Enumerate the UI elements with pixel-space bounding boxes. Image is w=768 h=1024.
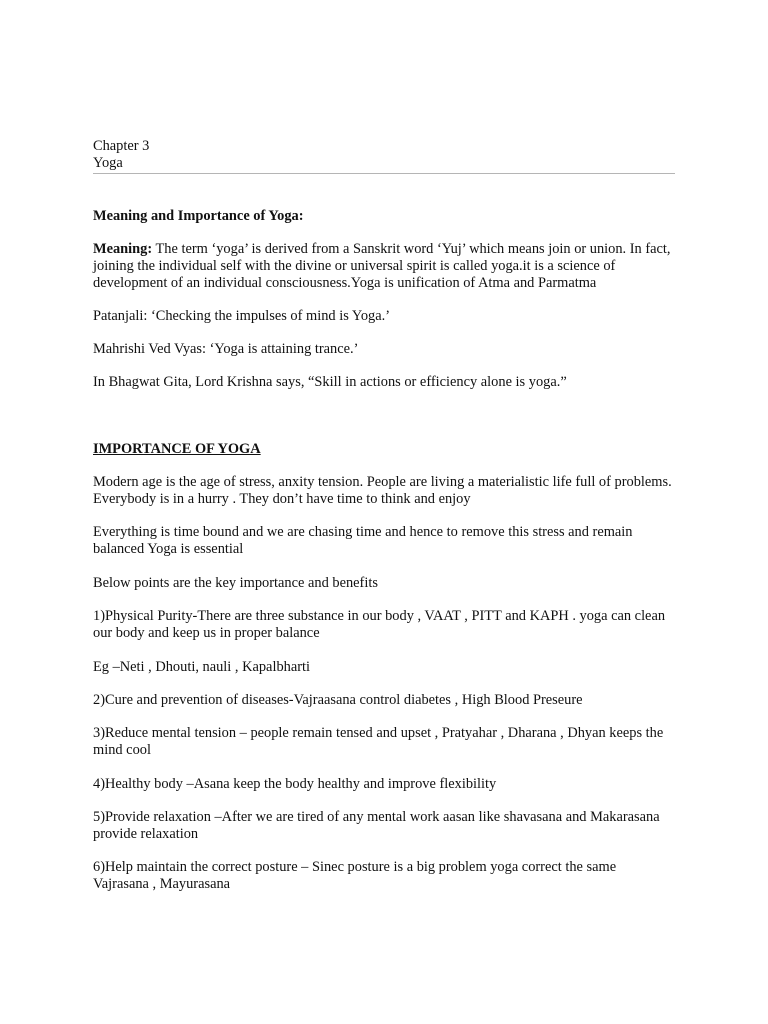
meaning-text: The term ‘yoga’ is derived from a Sanskrit word ‘Yuj’ which means join or union. In fact, joining the individual self with the divine or universal spirit is called yoga.it is a science of development of an individual consciousness.Yoga is unification of Atma and Parmatma <box>93 241 671 291</box>
benefit-point-2: 2)Cure and prevention of diseases-Vajraasana control diabetes , High Blood Preseure <box>93 692 583 708</box>
importance-paragraph-1: Modern age is the age of stress, anxity tension. People are living a materialistic life full of problems. Everybody is in a hurry . They don’t have time to think and enjoy <box>93 474 672 507</box>
benefit-point-1: 1)Physical Purity-There are three substance in our body , VAAT , PITT and KAPH . yoga can clean our body and keep us in proper balance <box>93 608 666 641</box>
importance-paragraph-3: Below points are the key importance and benefits <box>93 575 378 591</box>
meaning-paragraph <box>93 241 675 292</box>
importance-paragraph-2: Everything is time bound and we are chasing time and hence to remove this stress and remain balanced Yoga is essential <box>93 524 633 557</box>
importance-heading: IMPORTANCE OF YOGA <box>93 441 261 457</box>
benefit-point-3: 3)Reduce mental tension – people remain tensed and upset , Pratyahar , Dharana , Dhyan keeps the mind cool <box>93 725 664 758</box>
chapter-number: Chapter 3 <box>93 138 150 154</box>
meaning-heading: Meaning and Importance of Yoga: <box>93 208 304 224</box>
vyas-quote: Mahrishi Ved Vyas: ‘Yoga is attaining trance.’ <box>93 341 359 357</box>
patanjali-quote: Patanjali: ‘Checking the impulses of mind is Yoga.’ <box>93 308 390 324</box>
benefit-point-4: 4)Healthy body –Asana keep the body healthy and improve flexibility <box>93 776 497 792</box>
header-divider <box>93 173 675 174</box>
document-page <box>93 138 675 893</box>
gita-quote: In Bhagwat Gita, Lord Krishna says, “Skill in actions or efficiency alone is yoga.” <box>93 374 567 390</box>
benefit-example-1: Eg –Neti , Dhouti, nauli , Kapalbharti <box>93 659 311 675</box>
benefit-point-5: 5)Provide relaxation –After we are tired of any mental work aasan like shavasana and Makarasana provide relaxation <box>93 809 660 842</box>
benefit-point-6: 6)Help maintain the correct posture – Sinec posture is a big problem yoga correct the same Vajrasana , Mayurasana <box>93 859 617 892</box>
meaning-label: Meaning: <box>93 241 153 257</box>
chapter-title: Yoga <box>93 155 123 171</box>
